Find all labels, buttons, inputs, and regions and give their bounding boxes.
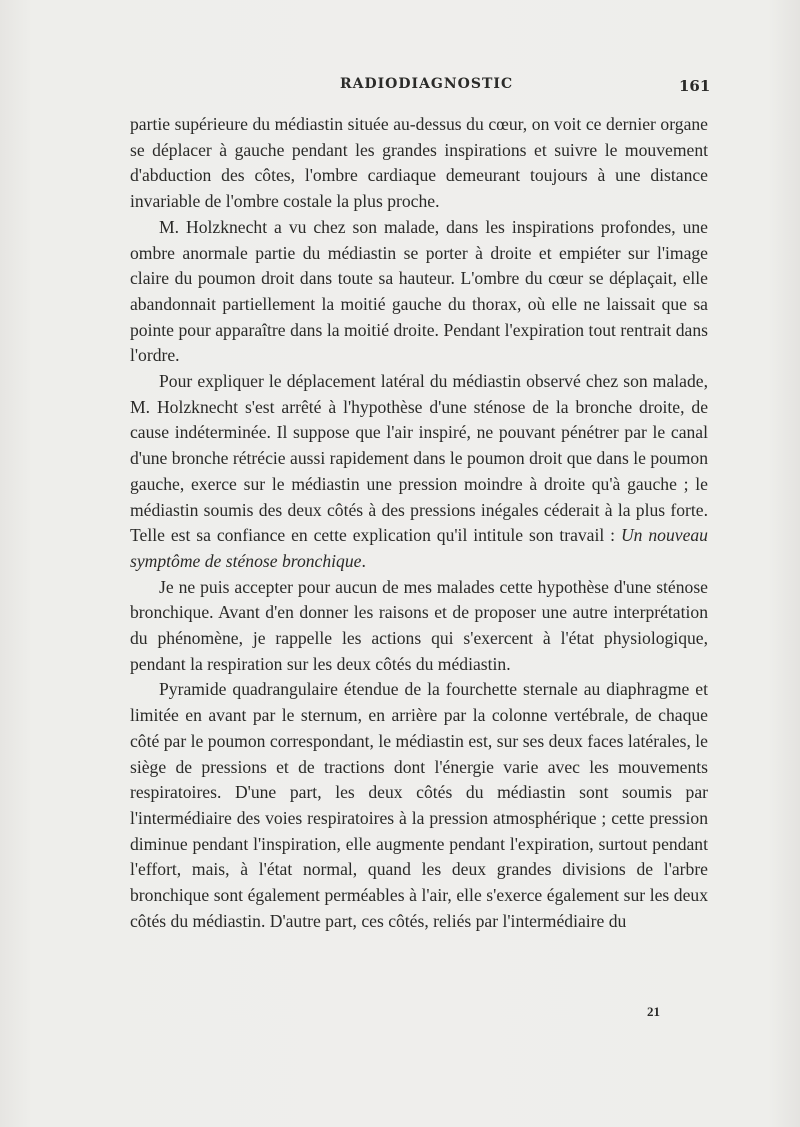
paragraph: [130, 369, 708, 575]
page-number: 161: [679, 77, 711, 95]
paragraph: Je ne puis accepter pour aucun de mes malades cette hypothèse d'une sténose bronchique. Avant d'en donner les raisons et de proposer une autre interprétation du phénomène, je rappelle les actions qui s'exercent à l'état physiologique, pendant la respiration sur les deux côtés du médiastin.: [130, 576, 708, 674]
paragraph: partie supérieure du médiastin située au-dessus du cœur, on voit ce dernier organe se déplacer à gauche pendant les grandes inspirations et suivre le mouvement d'abduction des côtes, l'ombre cardiaque demeurant toujours à une distance invariable de l'ombre costale la plus proche.: [130, 114, 708, 212]
body-text: [130, 112, 708, 935]
paragraph: M. Holzknecht a vu chez son malade, dans les inspirations profondes, une ombre anormale partie du médiastin se porter à droite et empiéter sur l'image claire du poumon droit dans toute sa hauteur. L'ombre du cœur se déplaçait, elle abandonnait partiellement la moitié gauche du thorax, où elle ne laissait que sa pointe pour apparaître dans la moitié droite. Pendant l'expiration tout rentrait dans l'ordre.: [130, 216, 708, 366]
paragraph-text: Pour expliquer le déplacement latéral du médiastin observé chez son malade, M. Holzknecht s'est arrêté à l'hypothèse d'une sténose de la bronche droite, de cause indéterminée. Il suppose que l'air inspiré, ne pouvant pénétrer par le canal d'une bronche rétrécie aussi rapidement dans le poumon droit que dans le poumon gauche, exerce sur le médiastin une pression moindre à droite qu'à gauche ; le médiastin soumis des deux côtés à des pressions inégales céderait à la plus forte. Telle est sa confiance en cette explication qu'il intitule son travail :: [130, 371, 708, 546]
work-title-end: .: [361, 550, 366, 571]
signature-mark: 21: [647, 1004, 660, 1019]
work-title: Un nouveau symptôme de sténose bronchique: [130, 525, 708, 571]
running-title: RADIODIAGNOSTIC: [340, 76, 514, 92]
paragraph: Pyramide quadrangulaire étendue de la fourchette sternale au diaphragme et limitée en avant par le sternum, en arrière par la colonne vertébrale, de chaque côté par le poumon correspondant, le médiastin est, sur ses deux faces latérales, le siège de pressions et de tractions dont l'énergie varie avec les mouvements respiratoires. D'une part, les deux côtés du médiastin sont soumis par l'intermédiaire des voies respiratoires à la pression atmosphérique ; cette pression diminue pendant l'inspiration, elle augmente pendant l'expiration, surtout pendant l'effort, mais, à l'état normal, quand les deux grandes divisions de l'arbre bronchique sont également perméables à l'air, elle s'exerce également sur les deux côtés du médiastin. D'autre part, ces côtés, reliés par l'intermédiaire du: [130, 679, 708, 931]
